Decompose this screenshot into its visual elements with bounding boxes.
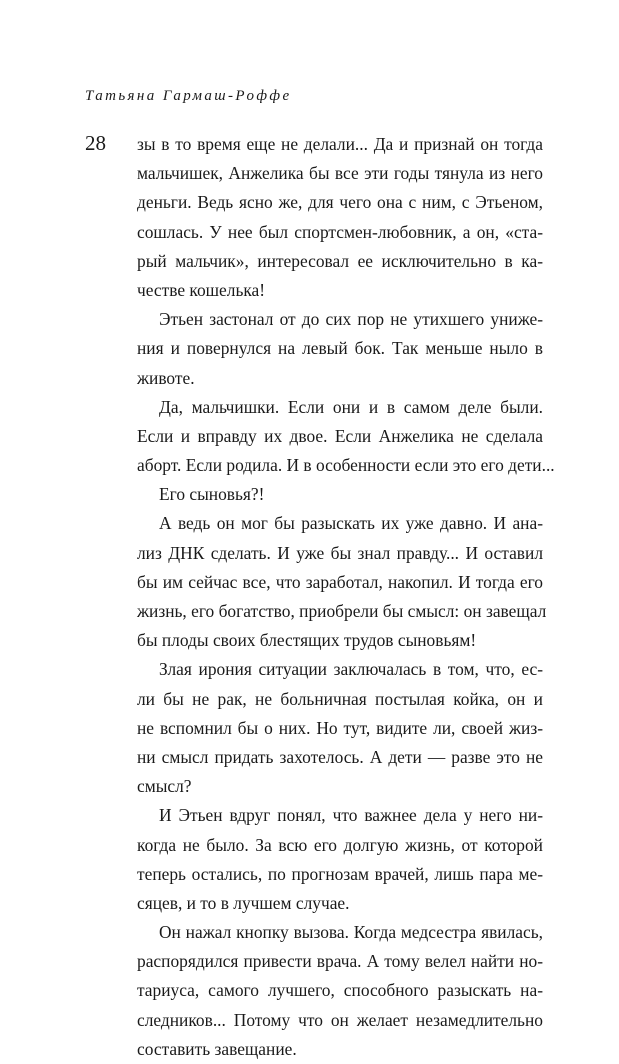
text-line: А ведь он мог бы разыскать их уже давно. И ана- <box>159 513 543 534</box>
text-line: смысл? <box>137 776 192 797</box>
text-line: тариуса, самого лучшего, способного разыскать на- <box>137 980 543 1001</box>
text-line: рый мальчик», интересовал ее исключительно в ка- <box>137 250 543 271</box>
text-line: Если и вправду их двое. Если Анжелика не сделала <box>137 425 543 446</box>
text-line: составить завещание. <box>137 1038 297 1059</box>
text-line: мальчишек, Анжелика бы все эти годы тянула из него <box>137 163 543 184</box>
text-line: Его сыновья?! <box>159 484 265 505</box>
text-line: следников... Потому что он желает незамедлительно <box>137 1009 543 1030</box>
text-line: лиз ДНК сделать. И уже бы знал правду... И оставил <box>137 542 543 563</box>
running-head: Татьяна Гармаш-Роффе <box>85 88 292 104</box>
text-line: жизнь, его богатство, приобрели бы смысл: он завещал <box>137 601 547 621</box>
text-line: сяцев, и то в лучшем случае. <box>137 892 350 913</box>
text-line: бы плоды своих блестящих трудов сыновьям! <box>137 630 477 651</box>
text-line: Злая ирония ситуации заключалась в том, что, ес- <box>159 659 543 680</box>
text-line: животе. <box>137 367 195 388</box>
text-line: сошлась. У нее был спортсмен-любовник, а он, «ста- <box>137 221 543 242</box>
text-line: честве кошелька! <box>137 279 266 300</box>
text-line: ли бы не рак, не больничная постылая койка, он и <box>137 688 543 709</box>
text-line: Этьен застонал от до сих пор не утихшего униже- <box>159 309 543 330</box>
text-line: зы в то время еще не делали... Да и признай он тогда <box>137 134 543 154</box>
body-text <box>137 130 555 1064</box>
text-line: ни смысл придать захотелось. А дети — разве это не <box>137 746 543 767</box>
page-number: 28 <box>85 131 106 155</box>
text-line: аборт. Если родила. И в особенности если это его дети... <box>137 455 555 476</box>
text-line: когда не было. За всю его долгую жизнь, от которой <box>137 834 543 855</box>
text-line: И Этьен вдруг понял, что важнее дела у него ни- <box>159 805 543 826</box>
text-line: бы им сейчас все, что заработал, накопил. И тогда его <box>137 571 543 592</box>
text-line: теперь остались, по прогнозам врачей, лишь пара ме- <box>137 863 543 884</box>
text-line: деньги. Ведь ясно же, для чего она с ним, с Этьеном, <box>137 192 543 213</box>
text-line: не вспомнил бы о них. Но тут, видите ли, своей жиз- <box>137 717 543 738</box>
text-line: распорядился привести врача. А тому велел найти но- <box>137 951 543 972</box>
text-line: Да, мальчишки. Если они и в самом деле были. <box>159 396 543 417</box>
text-line: ния и повернулся на левый бок. Так меньше ныло в <box>137 338 543 359</box>
text-line: Он нажал кнопку вызова. Когда медсестра явилась, <box>159 922 543 943</box>
